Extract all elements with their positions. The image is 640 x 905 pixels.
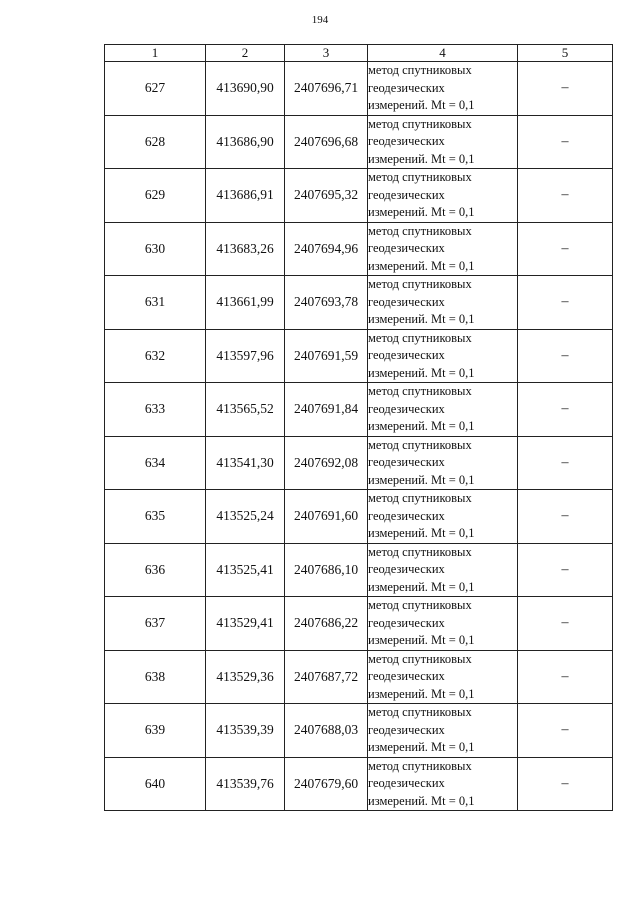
method-line-2: геодезических <box>368 669 445 683</box>
point-number: 628 <box>105 115 206 169</box>
x-coordinate: 413683,26 <box>206 222 285 276</box>
y-coordinate: 2407696,68 <box>285 115 368 169</box>
method-line-3: измерений. Mt = 0,1 <box>368 740 475 754</box>
method-line-2: геодезических <box>368 722 445 737</box>
coordinates-table <box>104 44 613 811</box>
point-number: 635 <box>105 490 206 544</box>
point-number: 634 <box>105 436 206 490</box>
point-number: 640 <box>105 757 206 811</box>
x-coordinate: 413539,76 <box>206 757 285 811</box>
method-description <box>368 436 518 490</box>
note-dash: – <box>518 383 613 437</box>
y-coordinate: 2407691,60 <box>285 490 368 544</box>
column-header-5: 5 <box>518 45 613 62</box>
table-row <box>105 115 613 169</box>
point-number: 637 <box>105 597 206 651</box>
method-line-1: метод спутниковых <box>368 491 472 505</box>
page-number: 194 <box>311 14 329 26</box>
method-line-3: измерений. Mt = 0,1 <box>368 526 475 540</box>
method-description <box>368 543 518 597</box>
method-line-2: геодезических <box>368 80 445 95</box>
method-description <box>368 383 518 437</box>
x-coordinate: 413525,24 <box>206 490 285 544</box>
note-dash: – <box>518 597 613 651</box>
method-line-1: метод спутниковых <box>368 437 472 452</box>
method-line-1: метод спутниковых <box>368 223 472 238</box>
method-line-3: измерений. Mt = 0,1 <box>368 419 475 433</box>
method-line-3: измерений. Mt = 0,1 <box>368 151 475 166</box>
method-line-3: измерений. Mt = 0,1 <box>368 312 475 326</box>
method-line-1: метод спутниковых <box>368 63 472 77</box>
method-line-1: метод спутниковых <box>368 277 472 291</box>
method-description <box>368 650 518 704</box>
table-row <box>105 543 613 597</box>
x-coordinate: 413597,96 <box>206 329 285 383</box>
note-dash: – <box>518 276 613 330</box>
note-dash: – <box>518 436 613 490</box>
column-header-4: 4 <box>368 45 518 62</box>
method-line-3: измерений. Mt = 0,1 <box>368 472 475 487</box>
method-line-1: метод спутниковых <box>368 758 472 773</box>
method-line-3: измерений. Mt = 0,1 <box>368 686 475 701</box>
table-row <box>105 490 613 544</box>
y-coordinate: 2407693,78 <box>285 276 368 330</box>
note-dash: – <box>518 169 613 223</box>
method-description <box>368 222 518 276</box>
note-dash: – <box>518 62 613 116</box>
y-coordinate: 2407696,71 <box>285 62 368 116</box>
method-line-3: измерений. Mt = 0,1 <box>368 793 475 808</box>
x-coordinate: 413690,90 <box>206 62 285 116</box>
point-number: 629 <box>105 169 206 223</box>
note-dash: – <box>518 115 613 169</box>
table-row <box>105 704 613 758</box>
x-coordinate: 413686,90 <box>206 115 285 169</box>
y-coordinate: 2407686,22 <box>285 597 368 651</box>
point-number: 631 <box>105 276 206 330</box>
method-line-1: метод спутниковых <box>368 544 472 559</box>
x-coordinate: 413541,30 <box>206 436 285 490</box>
column-header-3: 3 <box>285 45 368 62</box>
method-line-2: геодезических <box>368 455 445 469</box>
method-description <box>368 276 518 330</box>
method-line-1: метод спутниковых <box>368 384 472 398</box>
method-line-2: геодезических <box>368 508 445 523</box>
method-line-2: геодезических <box>368 294 445 309</box>
method-description <box>368 62 518 116</box>
method-description <box>368 169 518 223</box>
point-number: 639 <box>105 704 206 758</box>
note-dash: – <box>518 704 613 758</box>
table-row <box>105 757 613 811</box>
note-dash: – <box>518 757 613 811</box>
method-line-1: метод спутниковых <box>368 705 472 719</box>
table-row <box>105 329 613 383</box>
method-line-2: геодезических <box>368 776 445 790</box>
y-coordinate: 2407691,59 <box>285 329 368 383</box>
x-coordinate: 413565,52 <box>206 383 285 437</box>
point-number: 632 <box>105 329 206 383</box>
x-coordinate: 413539,39 <box>206 704 285 758</box>
method-line-3: измерений. Mt = 0,1 <box>368 205 475 219</box>
x-coordinate: 413529,36 <box>206 650 285 704</box>
method-line-2: геодезических <box>368 401 445 416</box>
point-number: 627 <box>105 62 206 116</box>
table-row <box>105 383 613 437</box>
method-line-3: измерений. Mt = 0,1 <box>368 365 475 380</box>
method-line-1: метод спутниковых <box>368 330 472 345</box>
column-header-1: 1 <box>105 45 206 62</box>
point-number: 633 <box>105 383 206 437</box>
method-line-3: измерений. Mt = 0,1 <box>368 98 475 112</box>
method-description <box>368 757 518 811</box>
note-dash: – <box>518 490 613 544</box>
method-description <box>368 329 518 383</box>
method-line-1: метод спутниковых <box>368 651 472 666</box>
method-line-2: геодезических <box>368 134 445 148</box>
x-coordinate: 413525,41 <box>206 543 285 597</box>
x-coordinate: 413686,91 <box>206 169 285 223</box>
table-row <box>105 436 613 490</box>
method-description <box>368 115 518 169</box>
method-description <box>368 597 518 651</box>
table-row <box>105 650 613 704</box>
x-coordinate: 413529,41 <box>206 597 285 651</box>
column-header-2: 2 <box>206 45 285 62</box>
method-description <box>368 490 518 544</box>
table-body <box>105 62 613 811</box>
method-line-3: измерений. Mt = 0,1 <box>368 258 475 273</box>
method-line-3: измерений. Mt = 0,1 <box>368 633 475 647</box>
method-line-1: метод спутниковых <box>368 170 472 184</box>
y-coordinate: 2407694,96 <box>285 222 368 276</box>
y-coordinate: 2407688,03 <box>285 704 368 758</box>
note-dash: – <box>518 222 613 276</box>
point-number: 638 <box>105 650 206 704</box>
table-row <box>105 276 613 330</box>
note-dash: – <box>518 543 613 597</box>
method-line-2: геодезических <box>368 348 445 362</box>
x-coordinate: 413661,99 <box>206 276 285 330</box>
method-line-1: метод спутниковых <box>368 116 472 131</box>
table-header-row <box>105 45 613 62</box>
method-line-2: геодезических <box>368 187 445 202</box>
method-line-2: геодезических <box>368 615 445 630</box>
y-coordinate: 2407687,72 <box>285 650 368 704</box>
table-row <box>105 169 613 223</box>
method-line-2: геодезических <box>368 562 445 576</box>
table-row <box>105 222 613 276</box>
point-number: 630 <box>105 222 206 276</box>
method-line-2: геодезических <box>368 241 445 255</box>
y-coordinate: 2407686,10 <box>285 543 368 597</box>
y-coordinate: 2407695,32 <box>285 169 368 223</box>
method-line-1: метод спутниковых <box>368 598 472 612</box>
point-number: 636 <box>105 543 206 597</box>
y-coordinate: 2407691,84 <box>285 383 368 437</box>
table-row <box>105 62 613 116</box>
method-description <box>368 704 518 758</box>
note-dash: – <box>518 650 613 704</box>
y-coordinate: 2407679,60 <box>285 757 368 811</box>
table-row <box>105 597 613 651</box>
y-coordinate: 2407692,08 <box>285 436 368 490</box>
method-line-3: измерений. Mt = 0,1 <box>368 579 475 594</box>
note-dash: – <box>518 329 613 383</box>
